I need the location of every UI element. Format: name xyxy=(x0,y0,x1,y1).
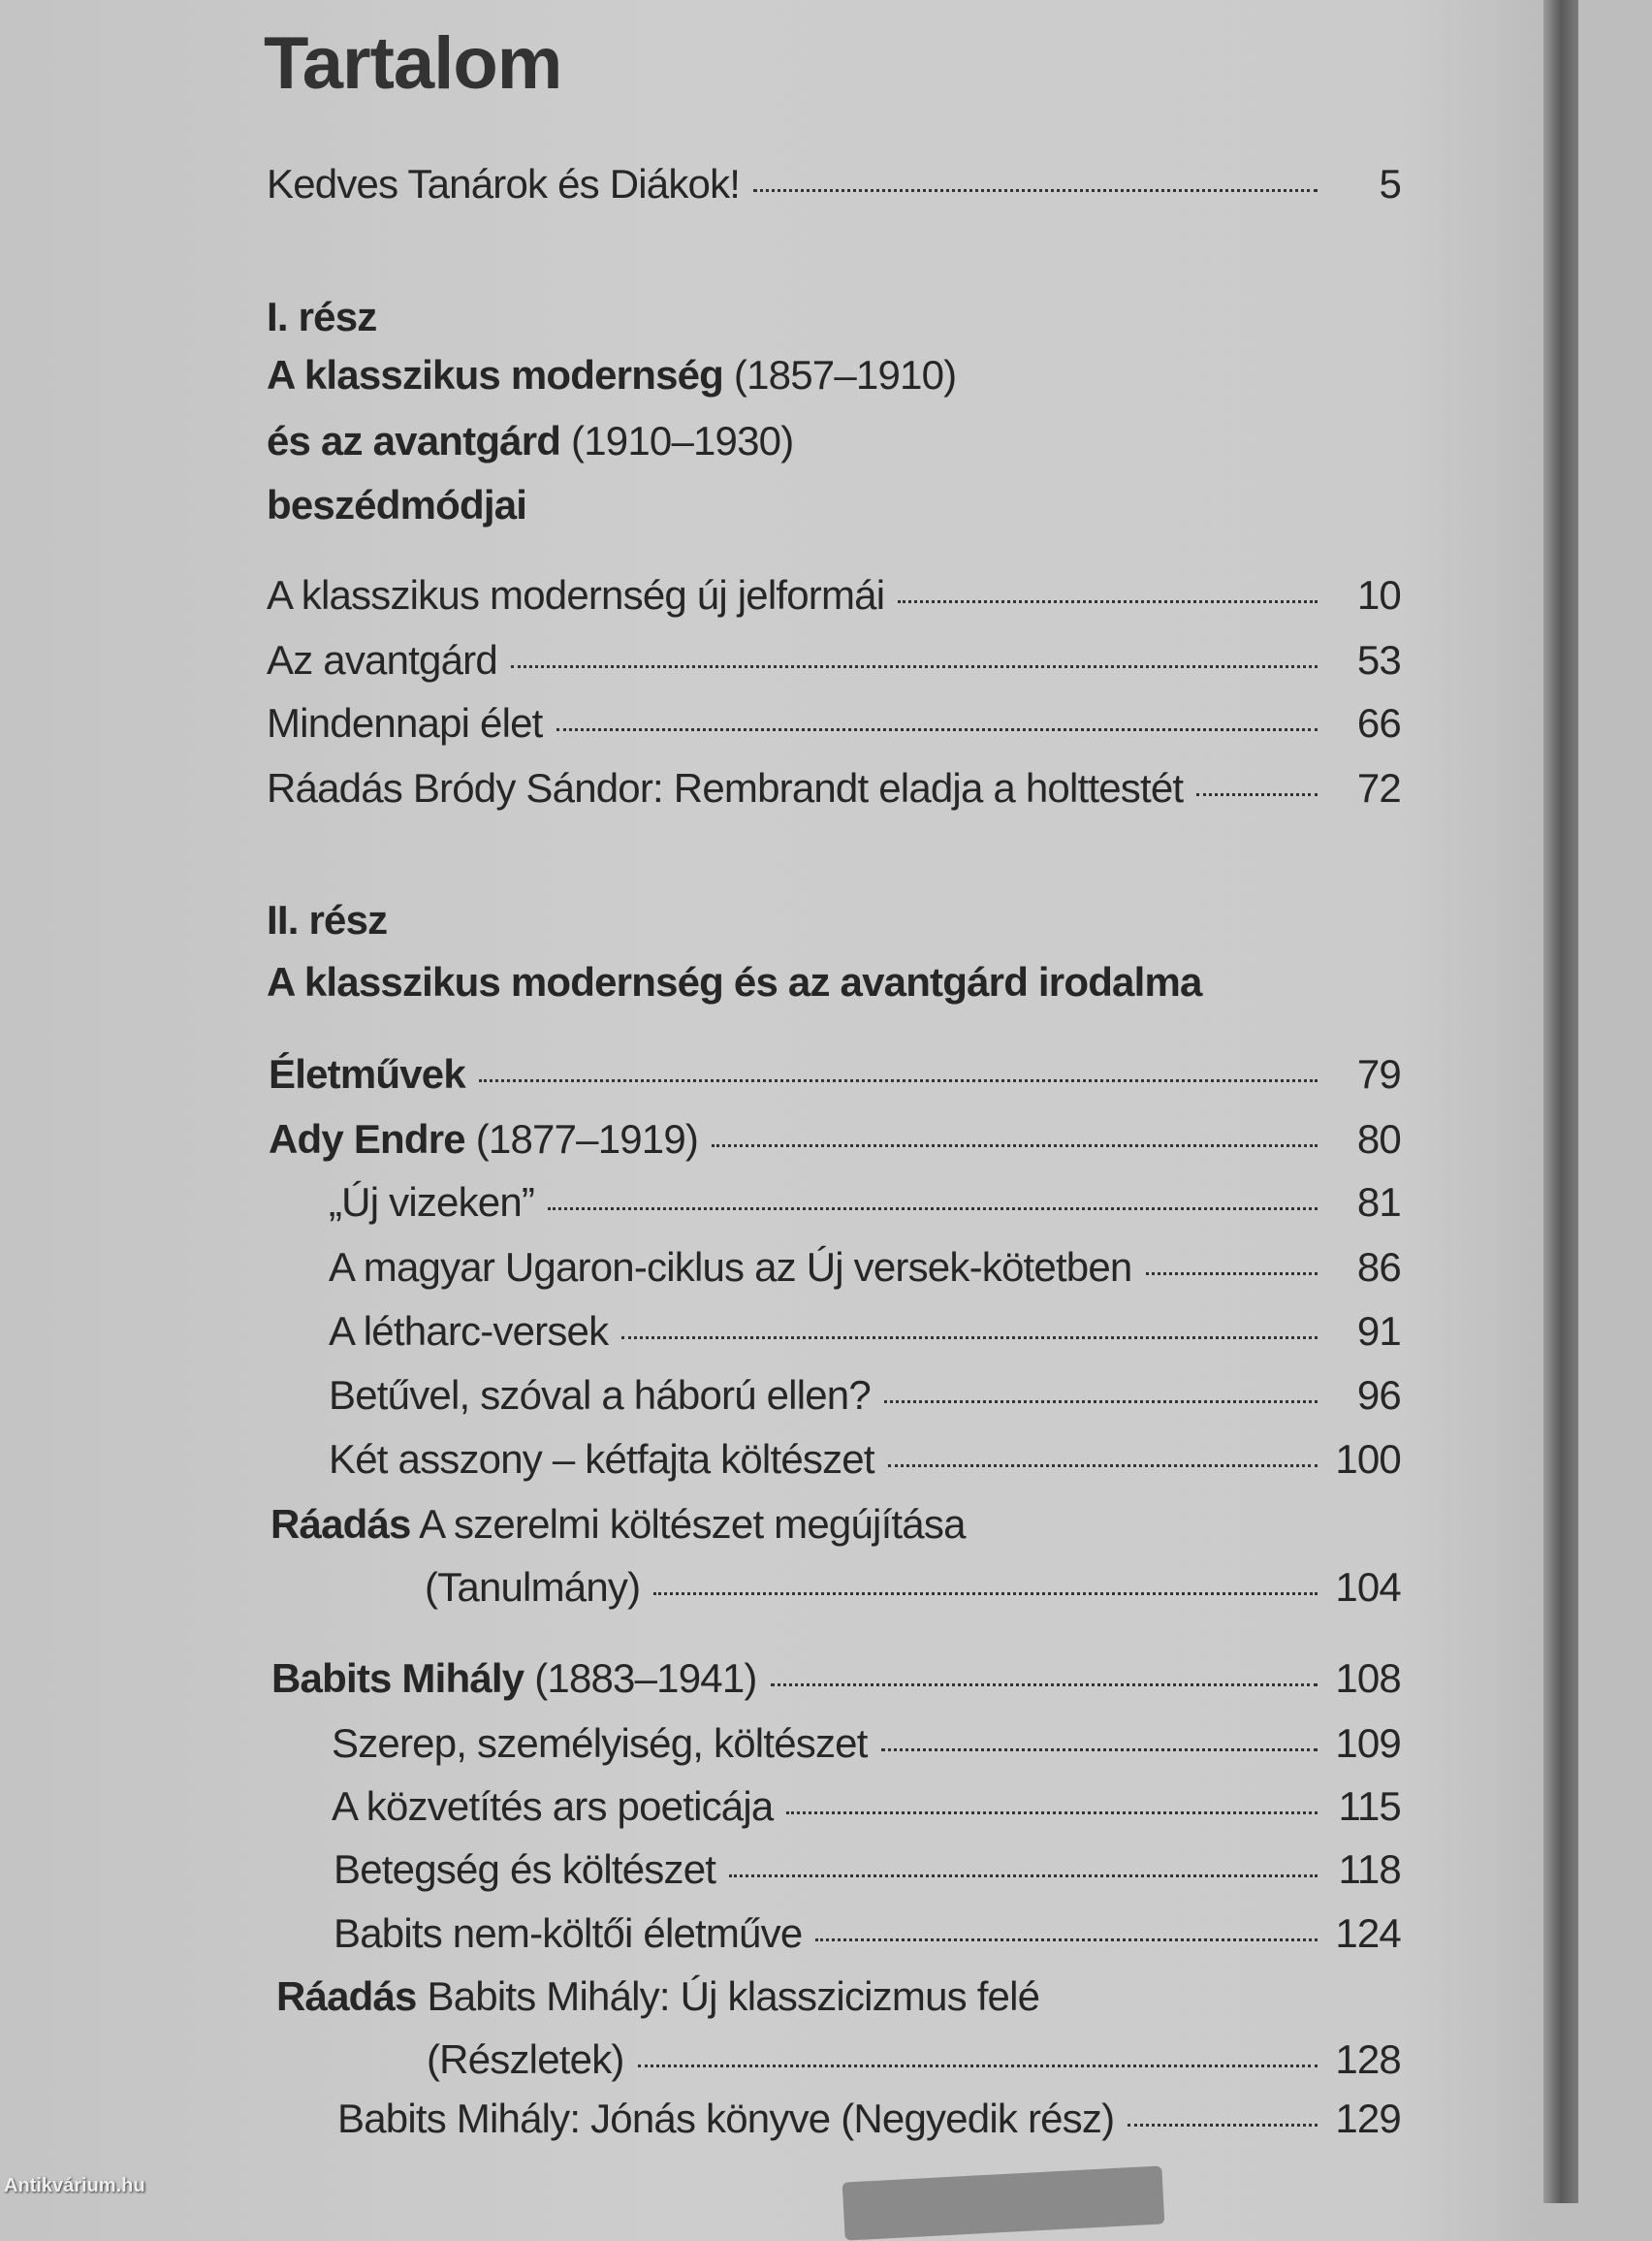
toc-entry xyxy=(0,1501,1401,1559)
entry-title xyxy=(267,765,1183,812)
entry-title xyxy=(271,1655,757,1702)
entry-label: Két asszony – kétfajta költészet xyxy=(329,1436,874,1482)
toc-entry xyxy=(0,1436,1401,1494)
page-number: 96 xyxy=(1356,1372,1401,1418)
entry-title xyxy=(334,1846,715,1893)
heading-years: (1857–1910) xyxy=(723,352,957,398)
section-heading: A klasszikus modernség és az avantgárd irodalma xyxy=(267,959,1202,1005)
page-number: 72 xyxy=(1356,765,1401,811)
entry-label: Kedves Tanárok és Diákok! xyxy=(267,161,741,207)
dot-leader xyxy=(621,1336,1318,1339)
heading-bold: beszédmódjai xyxy=(267,482,527,528)
dot-leader xyxy=(898,600,1318,603)
page-number: 10 xyxy=(1356,572,1401,618)
entry-title xyxy=(427,2036,624,2083)
entry-label: A magyar Ugaron-ciklus az Új versek-kötetben xyxy=(329,1244,1132,1290)
page-number: 118 xyxy=(1338,1846,1401,1892)
page-title: Tartalom xyxy=(264,22,562,105)
page-number: 129 xyxy=(1335,2096,1401,2141)
entry-label: A klasszikus modernség új jelformái xyxy=(267,572,885,618)
toc-entry xyxy=(0,1910,1401,1969)
page-number: 80 xyxy=(1356,1116,1401,1162)
entry-label: (1877–1919) xyxy=(464,1116,699,1162)
entry-title xyxy=(329,1372,871,1419)
entry-prefix: Életművek xyxy=(269,1051,465,1097)
dot-leader xyxy=(653,1592,1318,1595)
heading-bold: A klasszikus modernség xyxy=(267,352,724,398)
dot-leader xyxy=(548,1207,1318,1210)
toc-entry xyxy=(0,637,1401,695)
toc-entry xyxy=(0,1244,1401,1302)
entry-label: Betűvel, szóval a háború ellen? xyxy=(329,1372,871,1418)
page-number: 104 xyxy=(1335,1564,1401,1610)
page-number: 5 xyxy=(1379,161,1401,207)
entry-label: (1883–1941) xyxy=(524,1655,757,1701)
page-number: 86 xyxy=(1356,1244,1401,1290)
entry-title xyxy=(332,1783,773,1830)
dot-leader xyxy=(1196,793,1318,796)
toc-entry xyxy=(0,1846,1401,1905)
page-number: 124 xyxy=(1335,1910,1401,1956)
entry-label: (Részletek) xyxy=(427,2036,624,2082)
dot-leader xyxy=(729,1874,1318,1877)
entry-title xyxy=(329,1308,608,1355)
page-number: 100 xyxy=(1335,1436,1401,1482)
entry-label: Babits Mihály: Jónás könyve (Negyedik rész) xyxy=(337,2096,1115,2141)
dot-leader xyxy=(712,1144,1318,1147)
section-heading: I. rész xyxy=(267,294,377,339)
entry-title xyxy=(267,161,740,208)
toc-entry xyxy=(0,572,1401,630)
dot-leader xyxy=(815,1938,1318,1941)
dot-leader xyxy=(888,1464,1318,1467)
toc-entry xyxy=(0,2096,1401,2154)
entry-title xyxy=(332,1720,868,1767)
entry-label: Babits Mihály: Új klasszicizmus felé xyxy=(416,1973,1040,2019)
toc-entry xyxy=(0,1179,1401,1237)
section-heading: II. rész xyxy=(267,897,388,943)
dot-leader xyxy=(638,2065,1318,2067)
entry-title xyxy=(337,2096,1114,2142)
section-heading xyxy=(267,352,956,399)
entry-prefix: Babits Mihály xyxy=(271,1655,524,1701)
dot-leader xyxy=(511,665,1318,668)
entry-prefix: Ráadás xyxy=(276,1973,417,2019)
entry-title xyxy=(269,1051,465,1098)
entry-title xyxy=(329,1244,1132,1291)
dot-leader xyxy=(556,728,1318,731)
page-number: 115 xyxy=(1338,1783,1401,1829)
dot-leader xyxy=(884,1400,1318,1403)
page-number: 81 xyxy=(1356,1179,1401,1225)
entry-label: (Tanulmány) xyxy=(425,1564,641,1610)
watermark: Antikvárium.hu xyxy=(4,2175,145,2196)
entry-title xyxy=(267,700,543,747)
dot-leader xyxy=(771,1683,1318,1686)
toc-entry xyxy=(0,161,1401,219)
toc-entry xyxy=(0,1372,1401,1430)
entry-label: A létharc-versek xyxy=(329,1308,609,1354)
entry-label: Bródy Sándor: Rembrandt eladja a holttestét xyxy=(401,765,1184,811)
page-number: 53 xyxy=(1356,637,1401,683)
entry-title xyxy=(267,572,884,619)
entry-title xyxy=(334,1910,802,1957)
paper-sheet-corner xyxy=(842,2165,1165,2240)
entry-title xyxy=(329,1436,874,1483)
page-number: 79 xyxy=(1356,1051,1401,1097)
toc-entry xyxy=(0,1973,1401,2032)
entry-title xyxy=(270,1501,966,1548)
toc-entry xyxy=(0,1564,1401,1622)
entry-label: A szerelmi költészet megújítása xyxy=(410,1501,966,1547)
entry-label: Babits nem-költői életműve xyxy=(334,1910,803,1956)
page-number: 109 xyxy=(1335,1720,1401,1766)
heading-years: (1910–1930) xyxy=(560,418,794,464)
toc-entry xyxy=(0,1116,1401,1174)
entry-prefix: Ady Endre xyxy=(269,1116,465,1162)
toc-entry xyxy=(0,1308,1401,1366)
dot-leader xyxy=(753,189,1318,192)
entry-title xyxy=(267,637,497,684)
entry-label: Betegség és költészet xyxy=(334,1846,716,1892)
entry-title xyxy=(269,1116,698,1163)
background-beyond-page xyxy=(1578,0,1652,2203)
page-edge xyxy=(1543,0,1578,2203)
dot-leader xyxy=(786,1811,1318,1814)
toc-entry xyxy=(0,765,1401,823)
entry-title xyxy=(329,1179,534,1226)
toc-entry xyxy=(0,1720,1401,1778)
entry-title xyxy=(276,1973,1039,2020)
dot-leader xyxy=(479,1079,1318,1082)
toc-entry xyxy=(0,1655,1401,1713)
page-number: 128 xyxy=(1335,2036,1401,2082)
toc-entry xyxy=(0,1783,1401,1841)
toc-entry xyxy=(0,2036,1401,2095)
entry-prefix: Ráadás xyxy=(267,765,402,811)
entry-label: A közvetítés ars poeticája xyxy=(332,1783,774,1829)
dot-leader xyxy=(1146,1272,1318,1275)
heading-bold: és az avantgárd xyxy=(267,418,561,464)
entry-prefix: Ráadás xyxy=(270,1501,411,1547)
entry-label: Mindennapi élet xyxy=(267,700,543,746)
entry-label: Az avantgárd xyxy=(267,637,497,683)
entry-label: „Új vizeken” xyxy=(329,1179,535,1225)
page-number: 66 xyxy=(1356,700,1401,746)
page-number: 91 xyxy=(1356,1308,1401,1354)
toc-entry xyxy=(0,1051,1401,1109)
dot-leader xyxy=(881,1748,1318,1751)
section-heading xyxy=(267,482,526,528)
entry-label: Szerep, személyiség, költészet xyxy=(332,1720,868,1766)
entry-title xyxy=(425,1564,640,1611)
section-heading xyxy=(267,418,793,464)
dot-leader xyxy=(1128,2124,1318,2127)
page-number: 108 xyxy=(1335,1655,1401,1701)
toc-entry xyxy=(0,700,1401,758)
